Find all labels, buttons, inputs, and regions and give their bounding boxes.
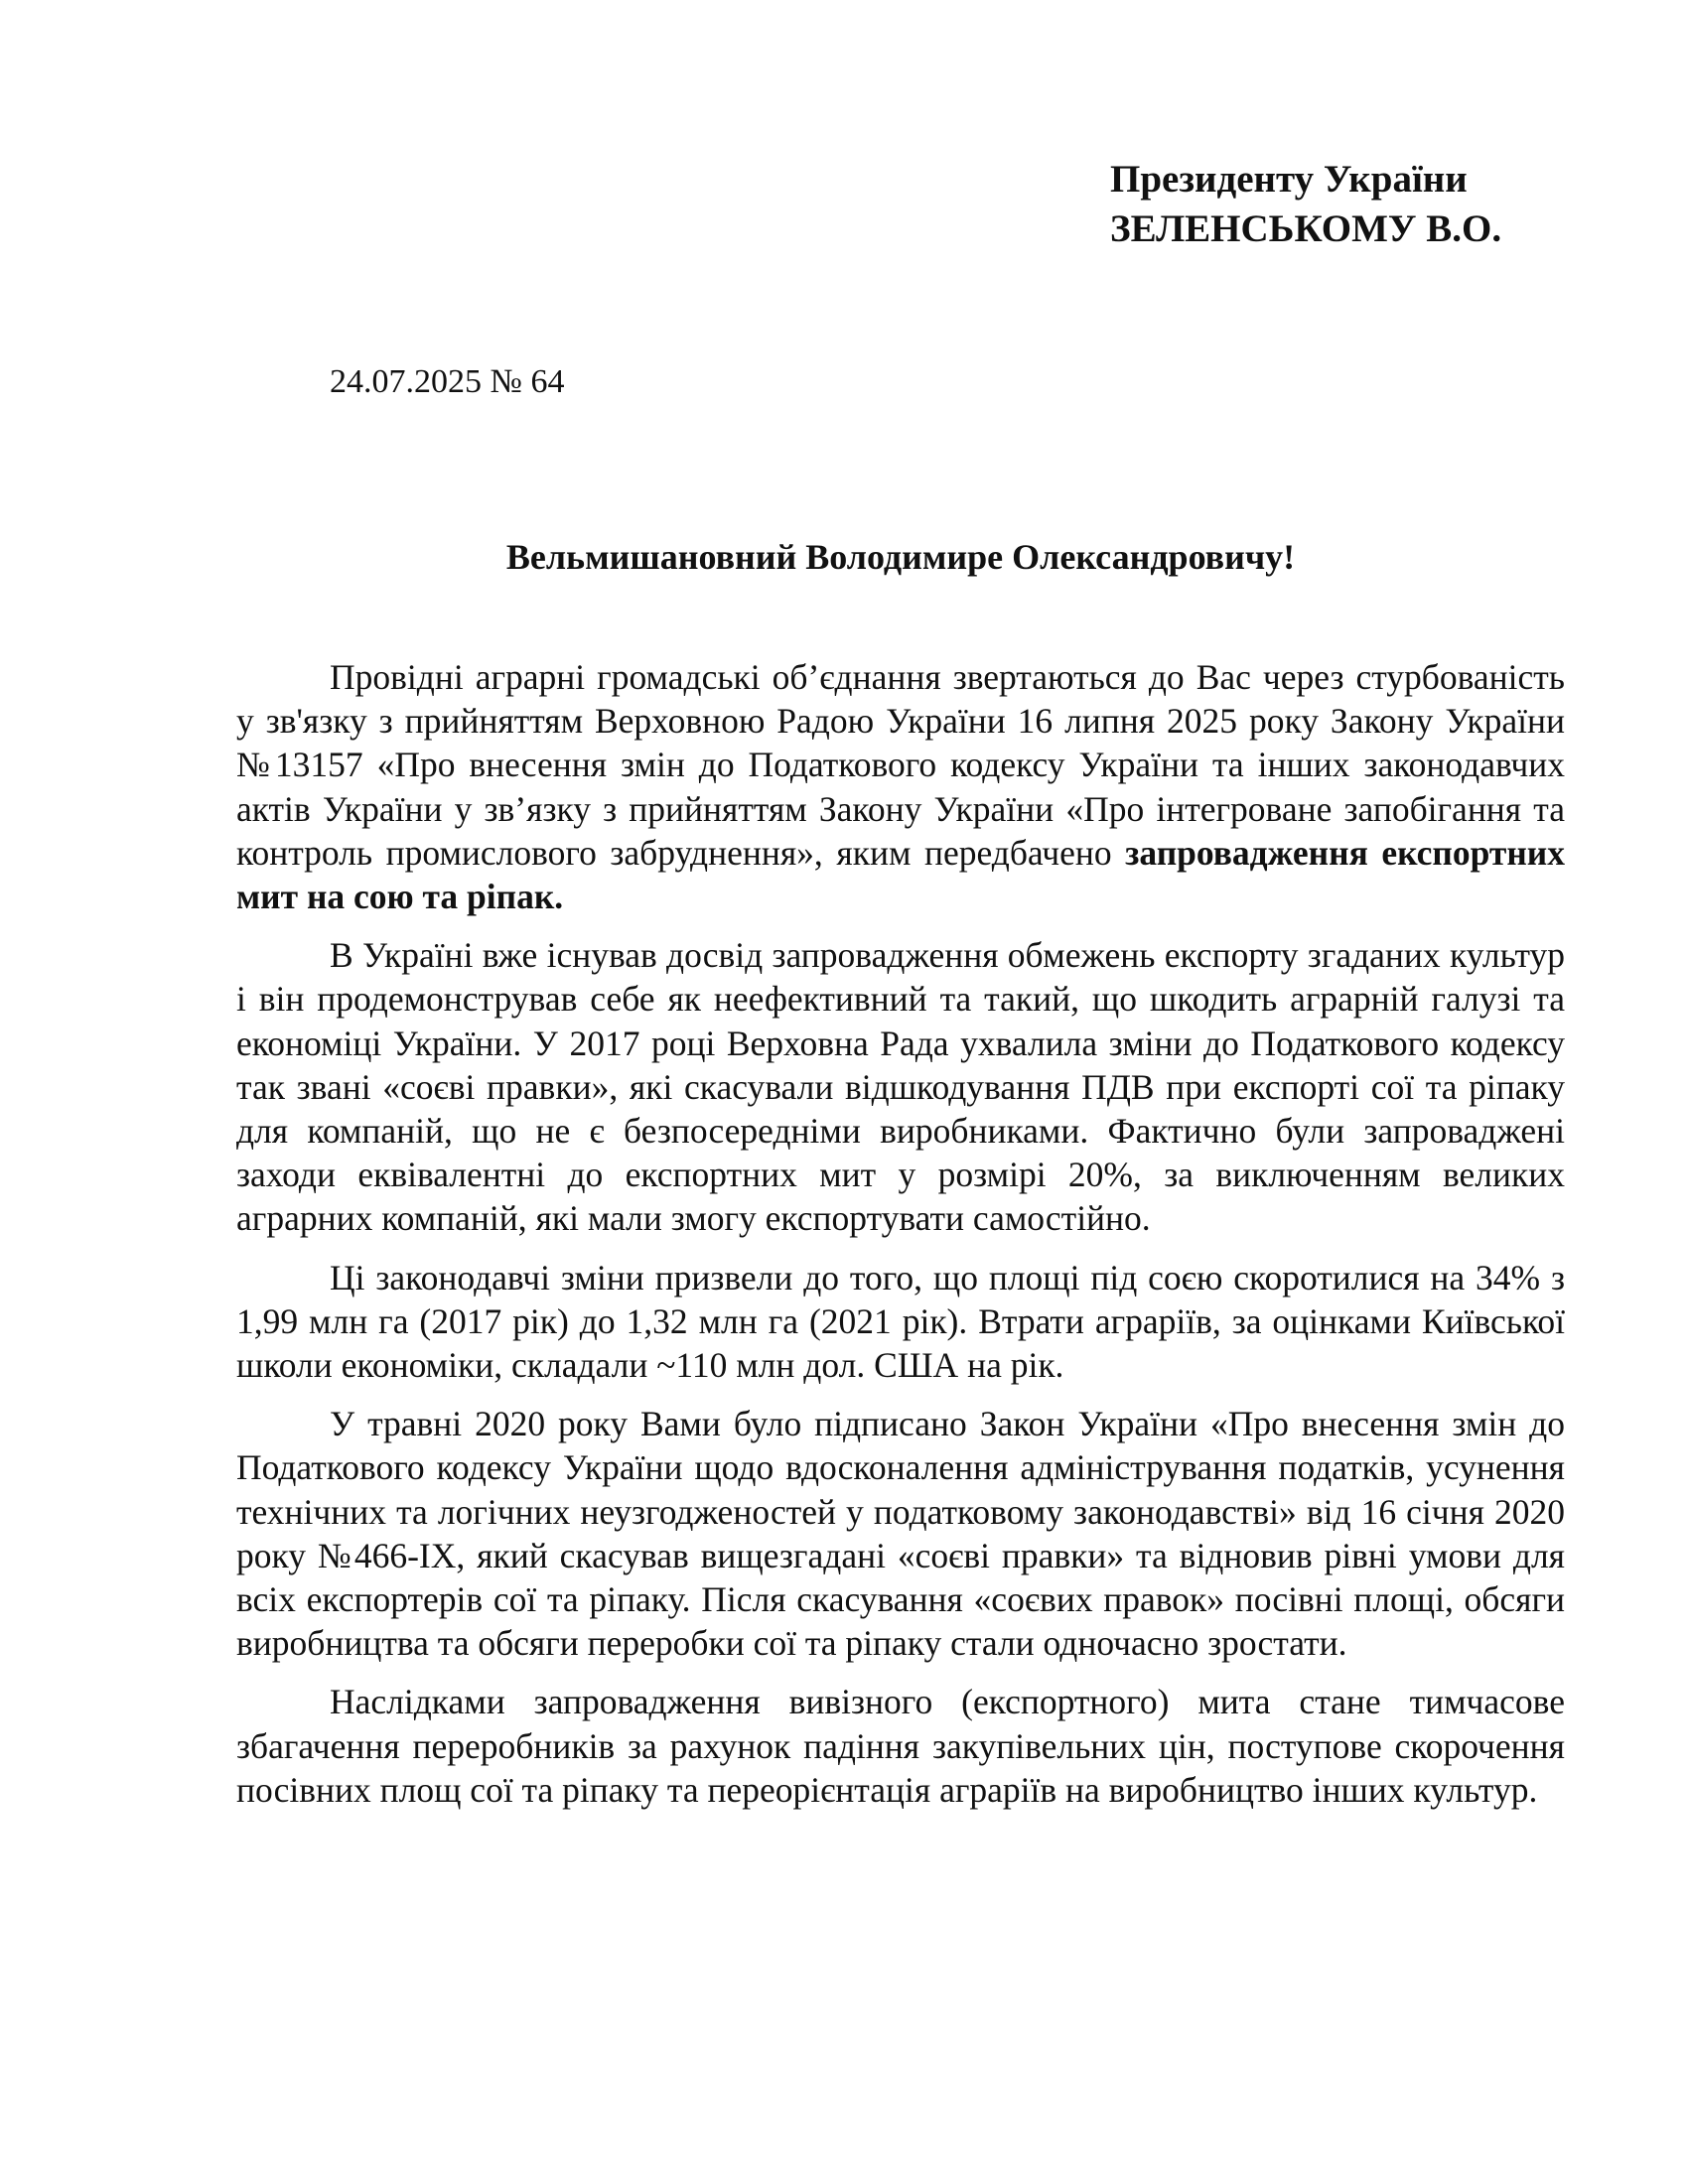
number-sign: № bbox=[490, 363, 522, 400]
document-number: 64 bbox=[530, 363, 565, 400]
paragraph-4: У травні 2020 року Вами було підписано Закон України «Про внесення змін до Податкового кодексу України щодо вдосконалення адміністрування податків, усунення технічних та логічних неузгодженостей у податковому законодавстві» від 16 січня 2020 року №466-IX, який скасував вищезгадані «соєві правки» та відновив рівні умови для всіх експортерів сої та ріпаку. Після скасування «соєвих правок» посівні площі, обсяги виробництва та обсяги переробки сої та ріпаку стали одночасно зростати. bbox=[236, 1404, 1565, 1664]
addressee-name: ЗЕЛЕНСЬКОМУ В.О. bbox=[1110, 207, 1502, 250]
document-reference bbox=[330, 357, 564, 407]
paragraph-1-emphasis: запровадження експортних мит на сою та ріпак. bbox=[236, 832, 1565, 917]
paragraph-2: В Україні вже існував досвід запровадження обмежень експорту згаданих культур і він продемонстрував себе як неефективний та такий, що шкодить аграрній галузі та економіці України. У 2017 році Верховна Рада ухвалила зміни до Податкового кодексу так звані «соєві правки», які скасували відшкодування ПДВ при експорті сої та ріпаку для компаній, що не є безпосередніми виробниками. Фактично були запроваджені заходи еквівалентні до експортних мит у розмірі 20%, за виключенням великих аграрних компаній, які мали змогу експортувати самостійно. bbox=[236, 935, 1565, 1239]
addressee-block bbox=[1110, 155, 1501, 254]
paragraph-5: Наслідками запровадження вивізного (експортного) мита стане тимчасове збагачення переробників за рахунок падіння закупівельних цін, поступове скорочення посівних площ сої та ріпаку та переорієнтація аграріїв на виробництво інших культур. bbox=[236, 1682, 1565, 1810]
salutation: Вельмишановний Володимире Олександровичу! bbox=[505, 537, 1296, 577]
document-date: 24.07.2025 bbox=[330, 363, 482, 400]
letter-body bbox=[236, 655, 1565, 1827]
paragraph-1-text: Провідні аграрні громадські об’єднання звертаються до Вас через стурбованість у зв'язку з прийняттям Верховною Радою України 16 липня 2025 року Закону України №13157 «Про внесення змін до Податкового кодексу України та інших законодавчих актів України у зв’язку з прийняттям Закону України «Про інтегроване запобігання та контроль промислового забруднення», яким передбачено bbox=[236, 657, 1565, 873]
addressee-title: Президенту України bbox=[1110, 158, 1468, 201]
paragraph-3: Ці законодавчі зміни призвели до того, що площі під соєю скоротилися на 34% з 1,99 млн га (2017 рік) до 1,32 млн га (2021 рік). Втрати аграріїв, за оцінками Київської школи економіки, складали ~110 млн дол. США на рік. bbox=[236, 1257, 1565, 1386]
paragraph-1 bbox=[236, 655, 1565, 918]
